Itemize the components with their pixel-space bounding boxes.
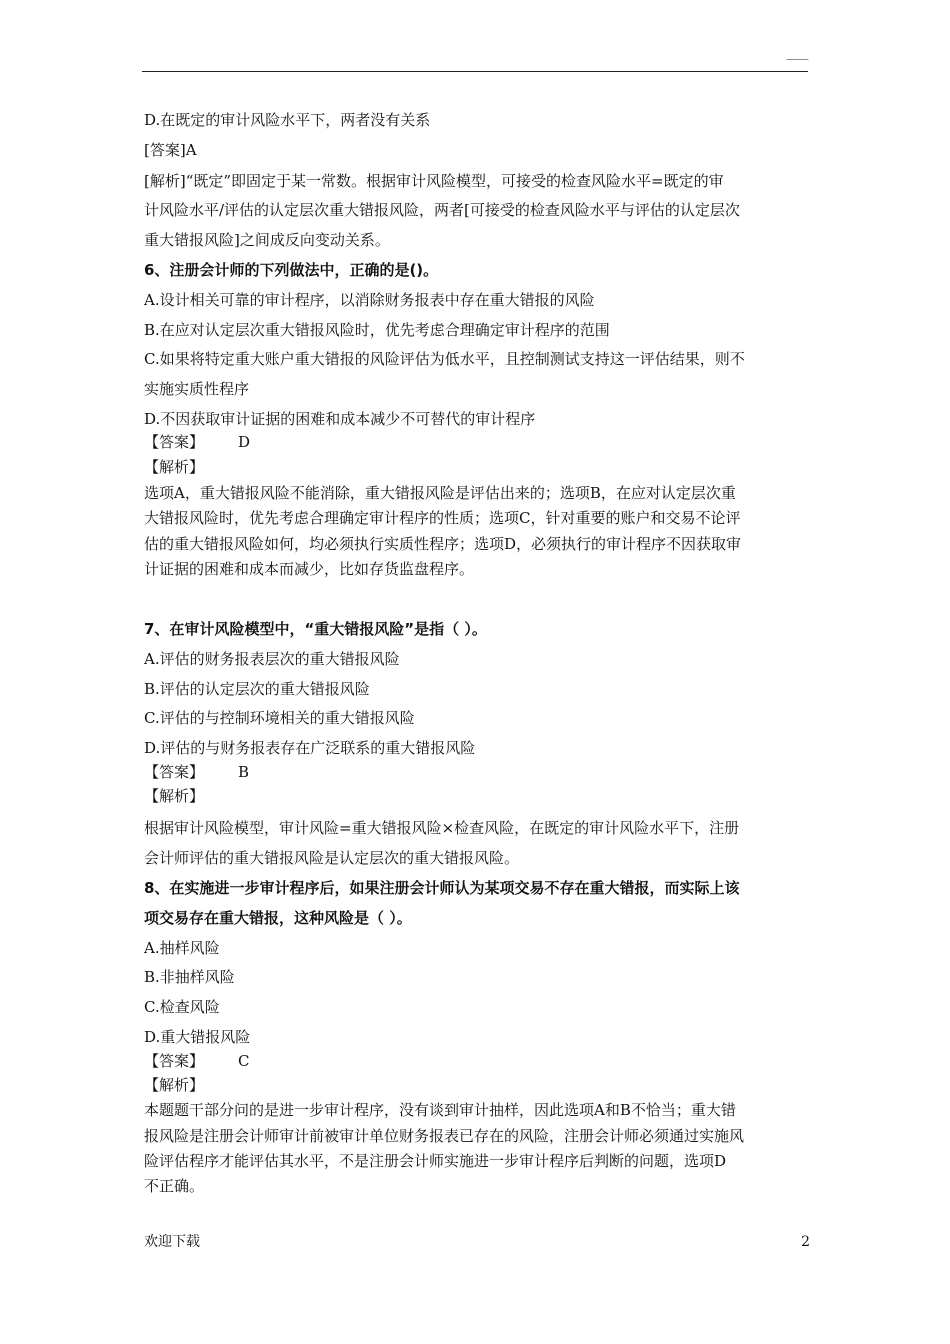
q7-explanation-line: 根据审计风险模型，审计风险=重大错报风险×检查风险，在既定的审计风险水平下，注册: [144, 819, 740, 837]
q7-option-c: C.评估的与控制环境相关的重大错报风险: [144, 709, 415, 727]
q8-explanation-label: 【解析】: [144, 1076, 205, 1094]
answer-label: 【答案】: [144, 1052, 205, 1070]
q6-explanation-label: 【解析】: [144, 458, 205, 476]
q8-answer: [144, 1051, 250, 1071]
q5-explanation-line: [解析]“既定”即固定于某一常数。根据审计风险模型，可接受的检查风险水平=既定的审: [144, 172, 724, 190]
answer-value: B: [238, 763, 250, 781]
q8-title: 8、在实施进一步审计程序后，如果注册会计师认为某项交易不存在重大错报，而实际上该: [144, 879, 740, 897]
q6-answer: [144, 432, 250, 452]
page-number: 2: [801, 1234, 810, 1250]
q6-explanation-line: 估的重大错报风险如何，均必须执行实质性程序；选项D，必须执行的审计程序不因获取审: [144, 535, 742, 553]
q8-explanation-line: 险评估程序才能评估其水平，不是注册会计师实施进一步审计程序后判断的问题，选项D: [144, 1152, 727, 1170]
q5-explanation-line: 重大错报风险]之间成反向变动关系。: [144, 231, 390, 249]
q8-explanation-line: 不正确。: [144, 1177, 205, 1195]
q8-title-cont: 项交易存在重大错报，这种风险是（ ）。: [144, 909, 412, 927]
footer-welcome: 欢迎下载: [144, 1234, 200, 1250]
answer-value: D: [238, 433, 251, 451]
q6-explanation-line: 选项A，重大错报风险不能消除，重大错报风险是评估出来的；选项B，在应对认定层次重: [144, 484, 736, 502]
q6-title: 6、注册会计师的下列做法中，正确的是()。: [144, 261, 439, 279]
q7-option-d: D.评估的与财务报表存在广泛联系的重大错报风险: [144, 739, 476, 757]
q5-explanation-line: 计风险水平/评估的认定层次重大错报风险，两者[可接受的检查风险水平与评估的认定层次: [144, 201, 740, 219]
q6-option-c: C.如果将特定重大账户重大错报的风险评估为低水平，且控制测试支持这一评估结果，则不: [144, 350, 745, 368]
q5-answer: [答案]A: [144, 141, 197, 159]
q7-explanation-label: 【解析】: [144, 787, 205, 805]
q6-option-b: B.在应对认定层次重大错报风险时，优先考虑合理确定审计程序的范围: [144, 321, 610, 339]
q7-option-b: B.评估的认定层次的重大错报风险: [144, 680, 370, 698]
q8-option-d: D.重大错报风险: [144, 1028, 251, 1046]
header-mark: ——: [786, 52, 808, 66]
q8-option-b: B.非抽样风险: [144, 968, 235, 986]
q7-title: 7、在审计风险模型中，“重大错报风险”是指（ ）。: [144, 620, 487, 638]
q8-explanation-line: 本题题干部分问的是进一步审计程序，没有谈到审计抽样，因此选项A和B不恰当；重大错: [144, 1101, 736, 1119]
q6-option-d: D.不因获取审计证据的困难和成本减少不可替代的审计程序: [144, 410, 536, 428]
answer-label: 【答案】: [144, 763, 205, 781]
q7-option-a: A.评估的财务报表层次的重大错报风险: [144, 650, 400, 668]
answer-label: 【答案】: [144, 433, 205, 451]
header-rule: [142, 71, 808, 72]
q6-option-c-cont: 实施实质性程序: [144, 380, 250, 398]
q6-explanation-line: 计证据的困难和成本而减少，比如存货监盘程序。: [144, 560, 475, 578]
q8-option-a: A.抽样风险: [144, 939, 220, 957]
answer-value: C: [238, 1052, 250, 1070]
q6-explanation-line: 大错报风险时，优先考虑合理确定审计程序的性质；选项C，针对重要的账户和交易不论评: [144, 509, 741, 527]
q5-option-d: D.在既定的审计风险水平下，两者没有关系: [144, 111, 431, 129]
q6-option-a: A.设计相关可靠的审计程序，以消除财务报表中存在重大错报的风险: [144, 291, 595, 309]
q7-explanation-line: 会计师评估的重大错报风险是认定层次的重大错报风险。: [144, 849, 520, 867]
q8-option-c: C.检查风险: [144, 998, 220, 1016]
q8-explanation-line: 报风险是注册会计师审计前被审计单位财务报表已存在的风险，注册会计师必须通过实施风: [144, 1127, 745, 1145]
q7-answer: [144, 762, 249, 782]
